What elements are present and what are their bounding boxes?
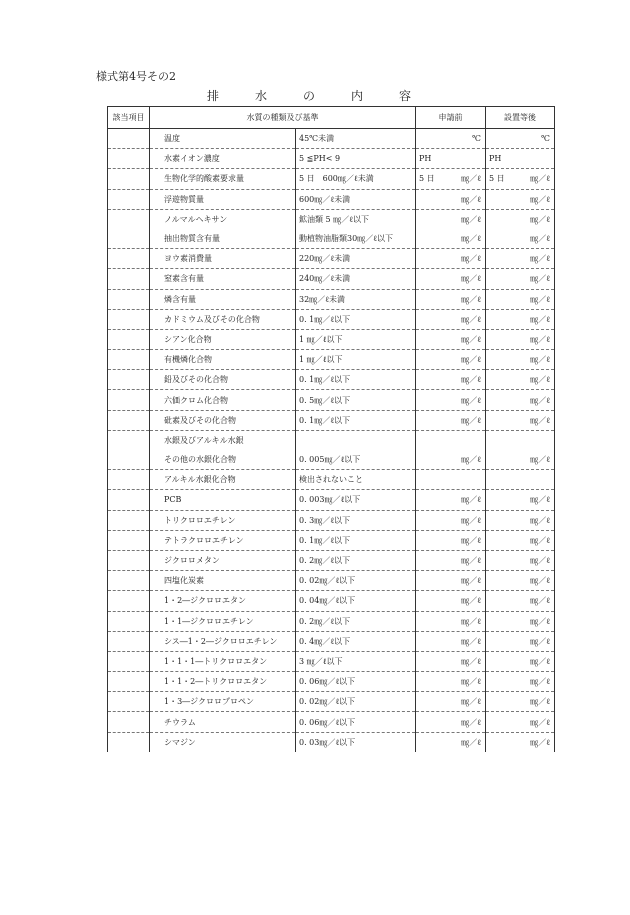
before-application-value[interactable] xyxy=(416,470,486,490)
before-application-value[interactable]: ㎎／ℓ xyxy=(416,550,486,570)
table-row xyxy=(108,309,555,329)
before-application-value[interactable]: ℃ xyxy=(416,129,486,149)
item-name: チウラム xyxy=(150,712,296,732)
applicable-cell[interactable] xyxy=(108,169,150,189)
standard-value: 240㎎／ℓ未満 xyxy=(296,269,416,289)
standard-value: 0. 1㎎／ℓ以下 xyxy=(296,370,416,390)
applicable-cell[interactable] xyxy=(108,329,150,349)
table-row xyxy=(108,470,555,490)
item-name: 水銀及びアルキル水銀 xyxy=(150,430,296,450)
after-installation-value[interactable]: ㎎／ℓ xyxy=(486,550,555,570)
table-row xyxy=(108,149,555,169)
item-name: 1・1・2―トリクロロエタン xyxy=(150,672,296,692)
after-installation-value[interactable]: ㎎／ℓ xyxy=(486,591,555,611)
after-installation-value[interactable]: ㎎／ℓ xyxy=(486,510,555,530)
before-application-value[interactable]: ㎎／ℓ xyxy=(416,229,486,249)
standard-value: 45℃未満 xyxy=(296,129,416,149)
standard-value: 0. 1㎎／ℓ以下 xyxy=(296,309,416,329)
item-name: 1・2―ジクロロエタン xyxy=(150,591,296,611)
item-name: ジクロロメタン xyxy=(150,550,296,570)
after-installation-value[interactable]: ㎎／ℓ xyxy=(486,571,555,591)
table-row xyxy=(108,350,555,370)
before-application-value[interactable]: ㎎／ℓ xyxy=(416,249,486,269)
before-application-value[interactable]: ㎎／ℓ xyxy=(416,712,486,732)
standard-value xyxy=(296,430,416,450)
item-name: 抽出物質含有量 xyxy=(150,229,296,249)
after-installation-value[interactable]: ㎎／ℓ xyxy=(486,631,555,651)
standard-value: 0. 005㎎／ℓ以下 xyxy=(296,450,416,470)
item-name: 鉛及びその化合物 xyxy=(150,370,296,390)
value-unit: ㎎／ℓ xyxy=(530,174,550,184)
before-application-value[interactable]: ㎎／ℓ xyxy=(416,269,486,289)
value-prefix: 5 日 xyxy=(489,174,505,184)
after-installation-value[interactable]: ℃ xyxy=(486,129,555,149)
table-header-row xyxy=(108,107,555,129)
after-installation-value[interactable]: ㎎／ℓ xyxy=(486,672,555,692)
applicable-cell[interactable] xyxy=(108,249,150,269)
applicable-cell[interactable] xyxy=(108,269,150,289)
after-installation-value[interactable]: ㎎／ℓ xyxy=(486,309,555,329)
table-row xyxy=(108,490,555,510)
standard-value: 0. 2㎎／ℓ以下 xyxy=(296,611,416,631)
before-application-value[interactable]: ㎎／ℓ xyxy=(416,490,486,510)
before-application-value[interactable]: ㎎／ℓ xyxy=(416,370,486,390)
item-name: 四塩化炭素 xyxy=(150,571,296,591)
table-row xyxy=(108,692,555,712)
applicable-cell[interactable] xyxy=(108,229,150,249)
standard-value: 0. 02㎎／ℓ以下 xyxy=(296,571,416,591)
table-row xyxy=(108,550,555,570)
standard-value: 0. 04㎎／ℓ以下 xyxy=(296,591,416,611)
after-installation-value[interactable]: ㎎／ℓ xyxy=(486,732,555,752)
applicable-cell[interactable] xyxy=(108,370,150,390)
after-installation-value[interactable]: ㎎／ℓ xyxy=(486,692,555,712)
before-application-value[interactable]: ㎎／ℓ xyxy=(416,611,486,631)
applicable-cell[interactable] xyxy=(108,631,150,651)
applicable-cell[interactable] xyxy=(108,470,150,490)
table-row xyxy=(108,712,555,732)
item-name: 生物化学的酸素要求量 xyxy=(150,169,296,189)
value-unit: ㎎／ℓ xyxy=(461,174,481,184)
item-name: テトラクロロエチレン xyxy=(150,530,296,550)
applicable-cell[interactable] xyxy=(108,410,150,430)
after-installation-value[interactable]: ㎎／ℓ xyxy=(486,289,555,309)
header-applicable: 該当項目 xyxy=(108,107,150,129)
after-installation-value[interactable] xyxy=(486,430,555,450)
before-application-value[interactable]: ㎎／ℓ xyxy=(416,329,486,349)
after-installation-value[interactable] xyxy=(486,470,555,490)
before-application-value[interactable]: ㎎／ℓ xyxy=(416,591,486,611)
applicable-cell[interactable] xyxy=(108,692,150,712)
table-row xyxy=(108,611,555,631)
applicable-cell[interactable] xyxy=(108,289,150,309)
before-application-value[interactable]: ㎎／ℓ xyxy=(416,510,486,530)
before-application-value[interactable]: ㎎／ℓ xyxy=(416,672,486,692)
table-row xyxy=(108,370,555,390)
applicable-cell[interactable] xyxy=(108,672,150,692)
document-title: 排 水 の 内 容 xyxy=(206,89,423,103)
after-installation-value[interactable]: ㎎／ℓ xyxy=(486,611,555,631)
after-installation-value[interactable]: ㎎／ℓ xyxy=(486,350,555,370)
standard-value: 0. 3㎎／ℓ以下 xyxy=(296,510,416,530)
before-application-value[interactable]: ㎎／ℓ xyxy=(416,350,486,370)
after-installation-value[interactable]: ㎎／ℓ xyxy=(486,490,555,510)
applicable-cell[interactable] xyxy=(108,550,150,570)
after-installation-value[interactable]: ㎎／ℓ xyxy=(486,229,555,249)
header-before-application: 申請前 xyxy=(416,107,486,129)
standard-value: 0. 2㎎／ℓ以下 xyxy=(296,550,416,570)
after-installation-value[interactable] xyxy=(486,169,555,189)
standard-value: 220㎎／ℓ未満 xyxy=(296,249,416,269)
item-name: 1・1―ジクロロエチレン xyxy=(150,611,296,631)
after-installation-value[interactable]: ㎎／ℓ xyxy=(486,269,555,289)
applicable-cell[interactable] xyxy=(108,309,150,329)
standard-value: 5 ≦PH< 9 xyxy=(296,149,416,169)
standard-value: 32㎎／ℓ未満 xyxy=(296,289,416,309)
applicable-cell[interactable] xyxy=(108,510,150,530)
item-name: ヨウ素消費量 xyxy=(150,249,296,269)
table-row xyxy=(108,672,555,692)
table-row xyxy=(108,430,555,450)
table-row xyxy=(108,651,555,671)
before-application-value[interactable]: ㎎／ℓ xyxy=(416,692,486,712)
item-name: 有機燐化合物 xyxy=(150,350,296,370)
standard-value: 1 ㎎／ℓ以下 xyxy=(296,350,416,370)
after-installation-value[interactable]: ㎎／ℓ xyxy=(486,410,555,430)
standard-value: 1 ㎎／ℓ以下 xyxy=(296,329,416,349)
item-name: 燐含有量 xyxy=(150,289,296,309)
standard-value: 600㎎／ℓ未満 xyxy=(296,189,416,209)
after-installation-value[interactable]: ㎎／ℓ xyxy=(486,249,555,269)
after-installation-value[interactable]: ㎎／ℓ xyxy=(486,390,555,410)
item-name: ノルマルヘキサン xyxy=(150,209,296,229)
standard-value: 0. 4㎎／ℓ以下 xyxy=(296,631,416,651)
item-name: 浮遊物質量 xyxy=(150,189,296,209)
after-installation-value[interactable]: ㎎／ℓ xyxy=(486,329,555,349)
applicable-cell[interactable] xyxy=(108,732,150,752)
table-row xyxy=(108,269,555,289)
before-application-value[interactable]: ㎎／ℓ xyxy=(416,410,486,430)
table-row xyxy=(108,510,555,530)
before-application-value[interactable]: ㎎／ℓ xyxy=(416,732,486,752)
applicable-cell[interactable] xyxy=(108,350,150,370)
item-name: シアン化合物 xyxy=(150,329,296,349)
table-row xyxy=(108,169,555,189)
item-name: トリクロロエチレン xyxy=(150,510,296,530)
header-water-quality: 水質の種類及び基準 xyxy=(150,107,416,129)
value-prefix: PH xyxy=(419,154,432,164)
before-application-value[interactable]: ㎎／ℓ xyxy=(416,450,486,470)
before-application-value[interactable]: ㎎／ℓ xyxy=(416,209,486,229)
before-application-value[interactable]: ㎎／ℓ xyxy=(416,390,486,410)
applicable-cell[interactable] xyxy=(108,571,150,591)
table-row xyxy=(108,450,555,470)
before-application-value[interactable]: ㎎／ℓ xyxy=(416,530,486,550)
applicable-cell[interactable] xyxy=(108,430,150,450)
applicable-cell[interactable] xyxy=(108,129,150,149)
item-name: アルキル水銀化合物 xyxy=(150,470,296,490)
before-application-value[interactable]: ㎎／ℓ xyxy=(416,289,486,309)
applicable-cell[interactable] xyxy=(108,209,150,229)
item-name: 六価クロム化合物 xyxy=(150,390,296,410)
table-row xyxy=(108,129,555,149)
after-installation-value[interactable]: ㎎／ℓ xyxy=(486,712,555,732)
after-installation-value[interactable]: ㎎／ℓ xyxy=(486,189,555,209)
after-installation-value[interactable]: ㎎／ℓ xyxy=(486,370,555,390)
before-application-value[interactable] xyxy=(416,149,486,169)
standard-value: 0. 03㎎／ℓ以下 xyxy=(296,732,416,752)
after-installation-value[interactable]: ㎎／ℓ xyxy=(486,450,555,470)
item-name: 温度 xyxy=(150,129,296,149)
item-name: 砒素及びその化合物 xyxy=(150,410,296,430)
table-row xyxy=(108,732,555,752)
after-installation-value[interactable]: ㎎／ℓ xyxy=(486,651,555,671)
table-row xyxy=(108,289,555,309)
standard-value: 0. 003㎎／ℓ以下 xyxy=(296,490,416,510)
table-row xyxy=(108,410,555,430)
form-number-label: 様式第4号その2 xyxy=(96,70,176,83)
standard-value: 0. 06㎎／ℓ以下 xyxy=(296,672,416,692)
table-row xyxy=(108,209,555,229)
before-application-value[interactable]: ㎎／ℓ xyxy=(416,571,486,591)
before-application-value[interactable]: ㎎／ℓ xyxy=(416,651,486,671)
standard-value: 0. 5㎎／ℓ以下 xyxy=(296,390,416,410)
table-row xyxy=(108,390,555,410)
header-after-installation: 設置等後 xyxy=(486,107,555,129)
table-row xyxy=(108,530,555,550)
item-name: シス―1・2―ジクロロエチレン xyxy=(150,631,296,651)
item-name: 水素イオン濃度 xyxy=(150,149,296,169)
standard-value: 検出されないこと xyxy=(296,470,416,490)
standard-value: 鉱油類 5 ㎎／ℓ以下 xyxy=(296,209,416,229)
after-installation-value[interactable] xyxy=(486,149,555,169)
value-prefix: 5 日 xyxy=(419,174,435,184)
table-row xyxy=(108,571,555,591)
before-application-value[interactable] xyxy=(416,169,486,189)
table-row xyxy=(108,591,555,611)
standard-value: 動植物油脂類30㎎／ℓ以下 xyxy=(296,229,416,249)
item-name: その他の水銀化合物 xyxy=(150,450,296,470)
applicable-cell[interactable] xyxy=(108,651,150,671)
before-application-value[interactable]: ㎎／ℓ xyxy=(416,309,486,329)
standard-value: 0. 06㎎／ℓ以下 xyxy=(296,712,416,732)
applicable-cell[interactable] xyxy=(108,189,150,209)
applicable-cell[interactable] xyxy=(108,611,150,631)
standard-value: 3 ㎎／ℓ以下 xyxy=(296,651,416,671)
applicable-cell[interactable] xyxy=(108,450,150,470)
applicable-cell[interactable] xyxy=(108,530,150,550)
applicable-cell[interactable] xyxy=(108,591,150,611)
applicable-cell[interactable] xyxy=(108,712,150,732)
applicable-cell[interactable] xyxy=(108,149,150,169)
standard-value: 0. 1㎎／ℓ以下 xyxy=(296,410,416,430)
standard-value: 0. 02㎎／ℓ以下 xyxy=(296,692,416,712)
item-name: 1・1・1―トリクロロエタン xyxy=(150,651,296,671)
before-application-value[interactable] xyxy=(416,430,486,450)
value-prefix: PH xyxy=(489,154,502,164)
table-row xyxy=(108,229,555,249)
before-application-value[interactable]: ㎎／ℓ xyxy=(416,631,486,651)
item-name: PCB xyxy=(150,490,296,510)
table-row xyxy=(108,329,555,349)
item-name: 窒素含有量 xyxy=(150,269,296,289)
item-name: カドミウム及びその化合物 xyxy=(150,309,296,329)
standard-value: 5 日 600㎎／ℓ未満 xyxy=(296,169,416,189)
before-application-value[interactable]: ㎎／ℓ xyxy=(416,189,486,209)
table-row xyxy=(108,249,555,269)
table-row xyxy=(108,631,555,651)
after-installation-value[interactable]: ㎎／ℓ xyxy=(486,209,555,229)
item-name: 1・3―ジクロロプロペン xyxy=(150,692,296,712)
applicable-cell[interactable] xyxy=(108,390,150,410)
standard-value: 0. 1㎎／ℓ以下 xyxy=(296,530,416,550)
item-name: シマジン xyxy=(150,732,296,752)
applicable-cell[interactable] xyxy=(108,490,150,510)
after-installation-value[interactable]: ㎎／ℓ xyxy=(486,530,555,550)
wastewater-table xyxy=(107,106,555,752)
table-row xyxy=(108,189,555,209)
